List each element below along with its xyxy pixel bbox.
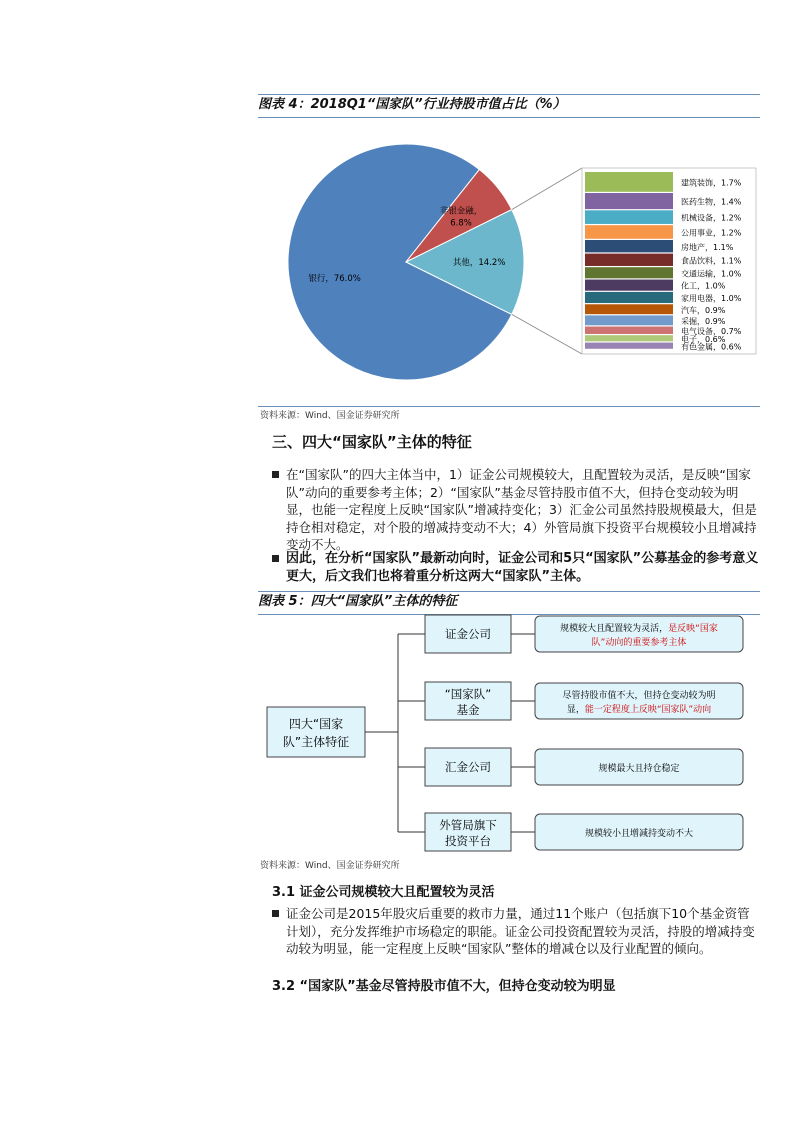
entity-name-line2-3: 投资平台 [445, 834, 491, 848]
entity-name-1: “国家队” [444, 687, 492, 701]
breakdown-label-9: 汽车，0.9% [681, 305, 726, 315]
entity-desc-3: 规模较小且增减持变动不大 [584, 829, 694, 839]
bullet-marker [272, 910, 279, 917]
root-box [267, 707, 365, 757]
entity-name-line2-1: 基金 [456, 703, 480, 717]
breakdown-label-7: 化工，1.0% [681, 281, 726, 291]
breakdown-segment-10 [585, 315, 673, 325]
breakdown-label-0: 建筑装饰，1.7% [681, 178, 742, 188]
breakdown-label-2: 机械设备，1.2% [681, 213, 742, 223]
breakdown-segment-13 [585, 343, 673, 349]
root-label-2: 队”主体特征 [282, 735, 350, 749]
breakdown-segment-0 [585, 172, 673, 192]
section-3-1-heading: 3.1 证金公司规模较大且配置较为灵活 [272, 885, 495, 900]
breakdown-segment-1 [585, 193, 673, 209]
pie-label-nonbank-value: 6.8% [450, 218, 472, 229]
entity-desc-1: 尽管持股市值不大，但持仓变动较为明 [562, 691, 716, 701]
breakdown-segment-5 [585, 254, 673, 266]
section-3-heading: 三、四大“国家队”主体的特征 [272, 433, 472, 451]
entity-desc-line2-0: 队”动向的重要参考主体 [591, 638, 687, 648]
breakdown-label-3: 公用事业，1.2% [681, 228, 742, 238]
pie-label-nonbank: 非银金融， [439, 206, 483, 217]
divider [258, 406, 760, 407]
breakdown-label-6: 交通运输，1.0% [681, 269, 742, 279]
breakdown-label-13: 有色金属，0.6% [681, 342, 742, 352]
section-3-2-heading: 3.2 “国家队”基金尽管持股市值不大，但持仓变动较为明显 [272, 979, 616, 994]
bullet-3 [272, 905, 762, 958]
bullet-marker [272, 555, 279, 562]
entity-desc-2: 规模最大且持仓稳定 [598, 764, 680, 774]
pie-label-other: 其他，14.2% [452, 258, 506, 268]
pie-label-bank: 银行，76.0% [308, 273, 361, 284]
root-label-1: 四大“国家 [288, 717, 344, 731]
breakdown-label-5: 食品饮料，1.1% [681, 256, 742, 266]
breakdown-segment-4 [585, 240, 673, 252]
entity-desc-line2-1: 显，能一定程度上反映“国家队”动向 [566, 705, 712, 715]
breakdown-segment-11 [585, 327, 673, 334]
entity-name-3: 外管局旗下 [439, 818, 497, 832]
bullet-2 [272, 550, 762, 586]
pie-chart [258, 118, 760, 403]
breakdown-label-10: 采掘，0.9% [681, 316, 726, 326]
breakdown-segment-3 [585, 225, 673, 239]
entity-name-0: 证金公司 [445, 627, 491, 641]
figure-4-title: 图表 4：2018Q1“国家队”行业持股市值占比（%） [258, 94, 760, 118]
breakdown-segment-6 [585, 267, 673, 278]
breakdown-label-11: 电气设备，0.7% [681, 326, 742, 336]
bullet-2-text: 因此，在分析“国家队”最新动向时，证金公司和5只“国家队”公募基金的参考意义更大，后文我们也将着重分析这两大“国家队”主体。 [286, 551, 759, 584]
breakdown-segment-12 [585, 335, 673, 341]
figure-5-title: 图表 5：四大“国家队”主体的特征 [258, 591, 760, 615]
breakdown-label-8: 家用电器，1.0% [681, 294, 742, 304]
entity-name-2: 汇金公司 [445, 760, 491, 774]
breakdown-segment-9 [585, 304, 673, 314]
breakdown-label-4: 房地产，1.1% [681, 242, 734, 252]
bullet-1-text: 在“国家队”的四大主体当中，1）证金公司规模较大，且配置较为灵活，是反映“国家队”动向的重要参考主体；2）“国家队”基金尽管持股市值不大，但持仓变动较为明显，也能一定程度上反映“国家队”增减持变化；3）汇金公司虽然持股规模最大，但是持仓相对稳定，对个股的增减持变动不大；4）外管局旗下投资平台规模较小且增减持变动不大。 [286, 467, 757, 552]
figure-4-source: 资料来源：Wind、国金证券研究所 [260, 411, 400, 421]
bullet-3-text: 证金公司是2015年股灾后重要的救市力量，通过11个账户（包括旗下10个基金资管计划），充分发挥维护市场稳定的职能。证金公司投资配置较为灵活，持股的增减持变动较为明显，能一定程度上反映“国家队”整体的增减仓以及行业配置的倾向。 [286, 906, 755, 956]
breakdown-segment-2 [585, 210, 673, 224]
figure-5-source: 资料来源：Wind、国金证券研究所 [260, 861, 400, 871]
breakdown-label-12: 电子，0.6% [681, 334, 726, 344]
breakdown-segment-7 [585, 280, 673, 291]
connectors [365, 634, 535, 832]
bullet-marker [272, 471, 279, 478]
entity-desc-0: 规模较大且配置较为灵活，是反映“国家 [560, 624, 718, 634]
bullet-1 [272, 466, 762, 554]
breakdown-segment-8 [585, 292, 673, 303]
entity-diagram [258, 612, 760, 858]
breakdown-label-1: 医药生物，1.4% [681, 197, 742, 207]
